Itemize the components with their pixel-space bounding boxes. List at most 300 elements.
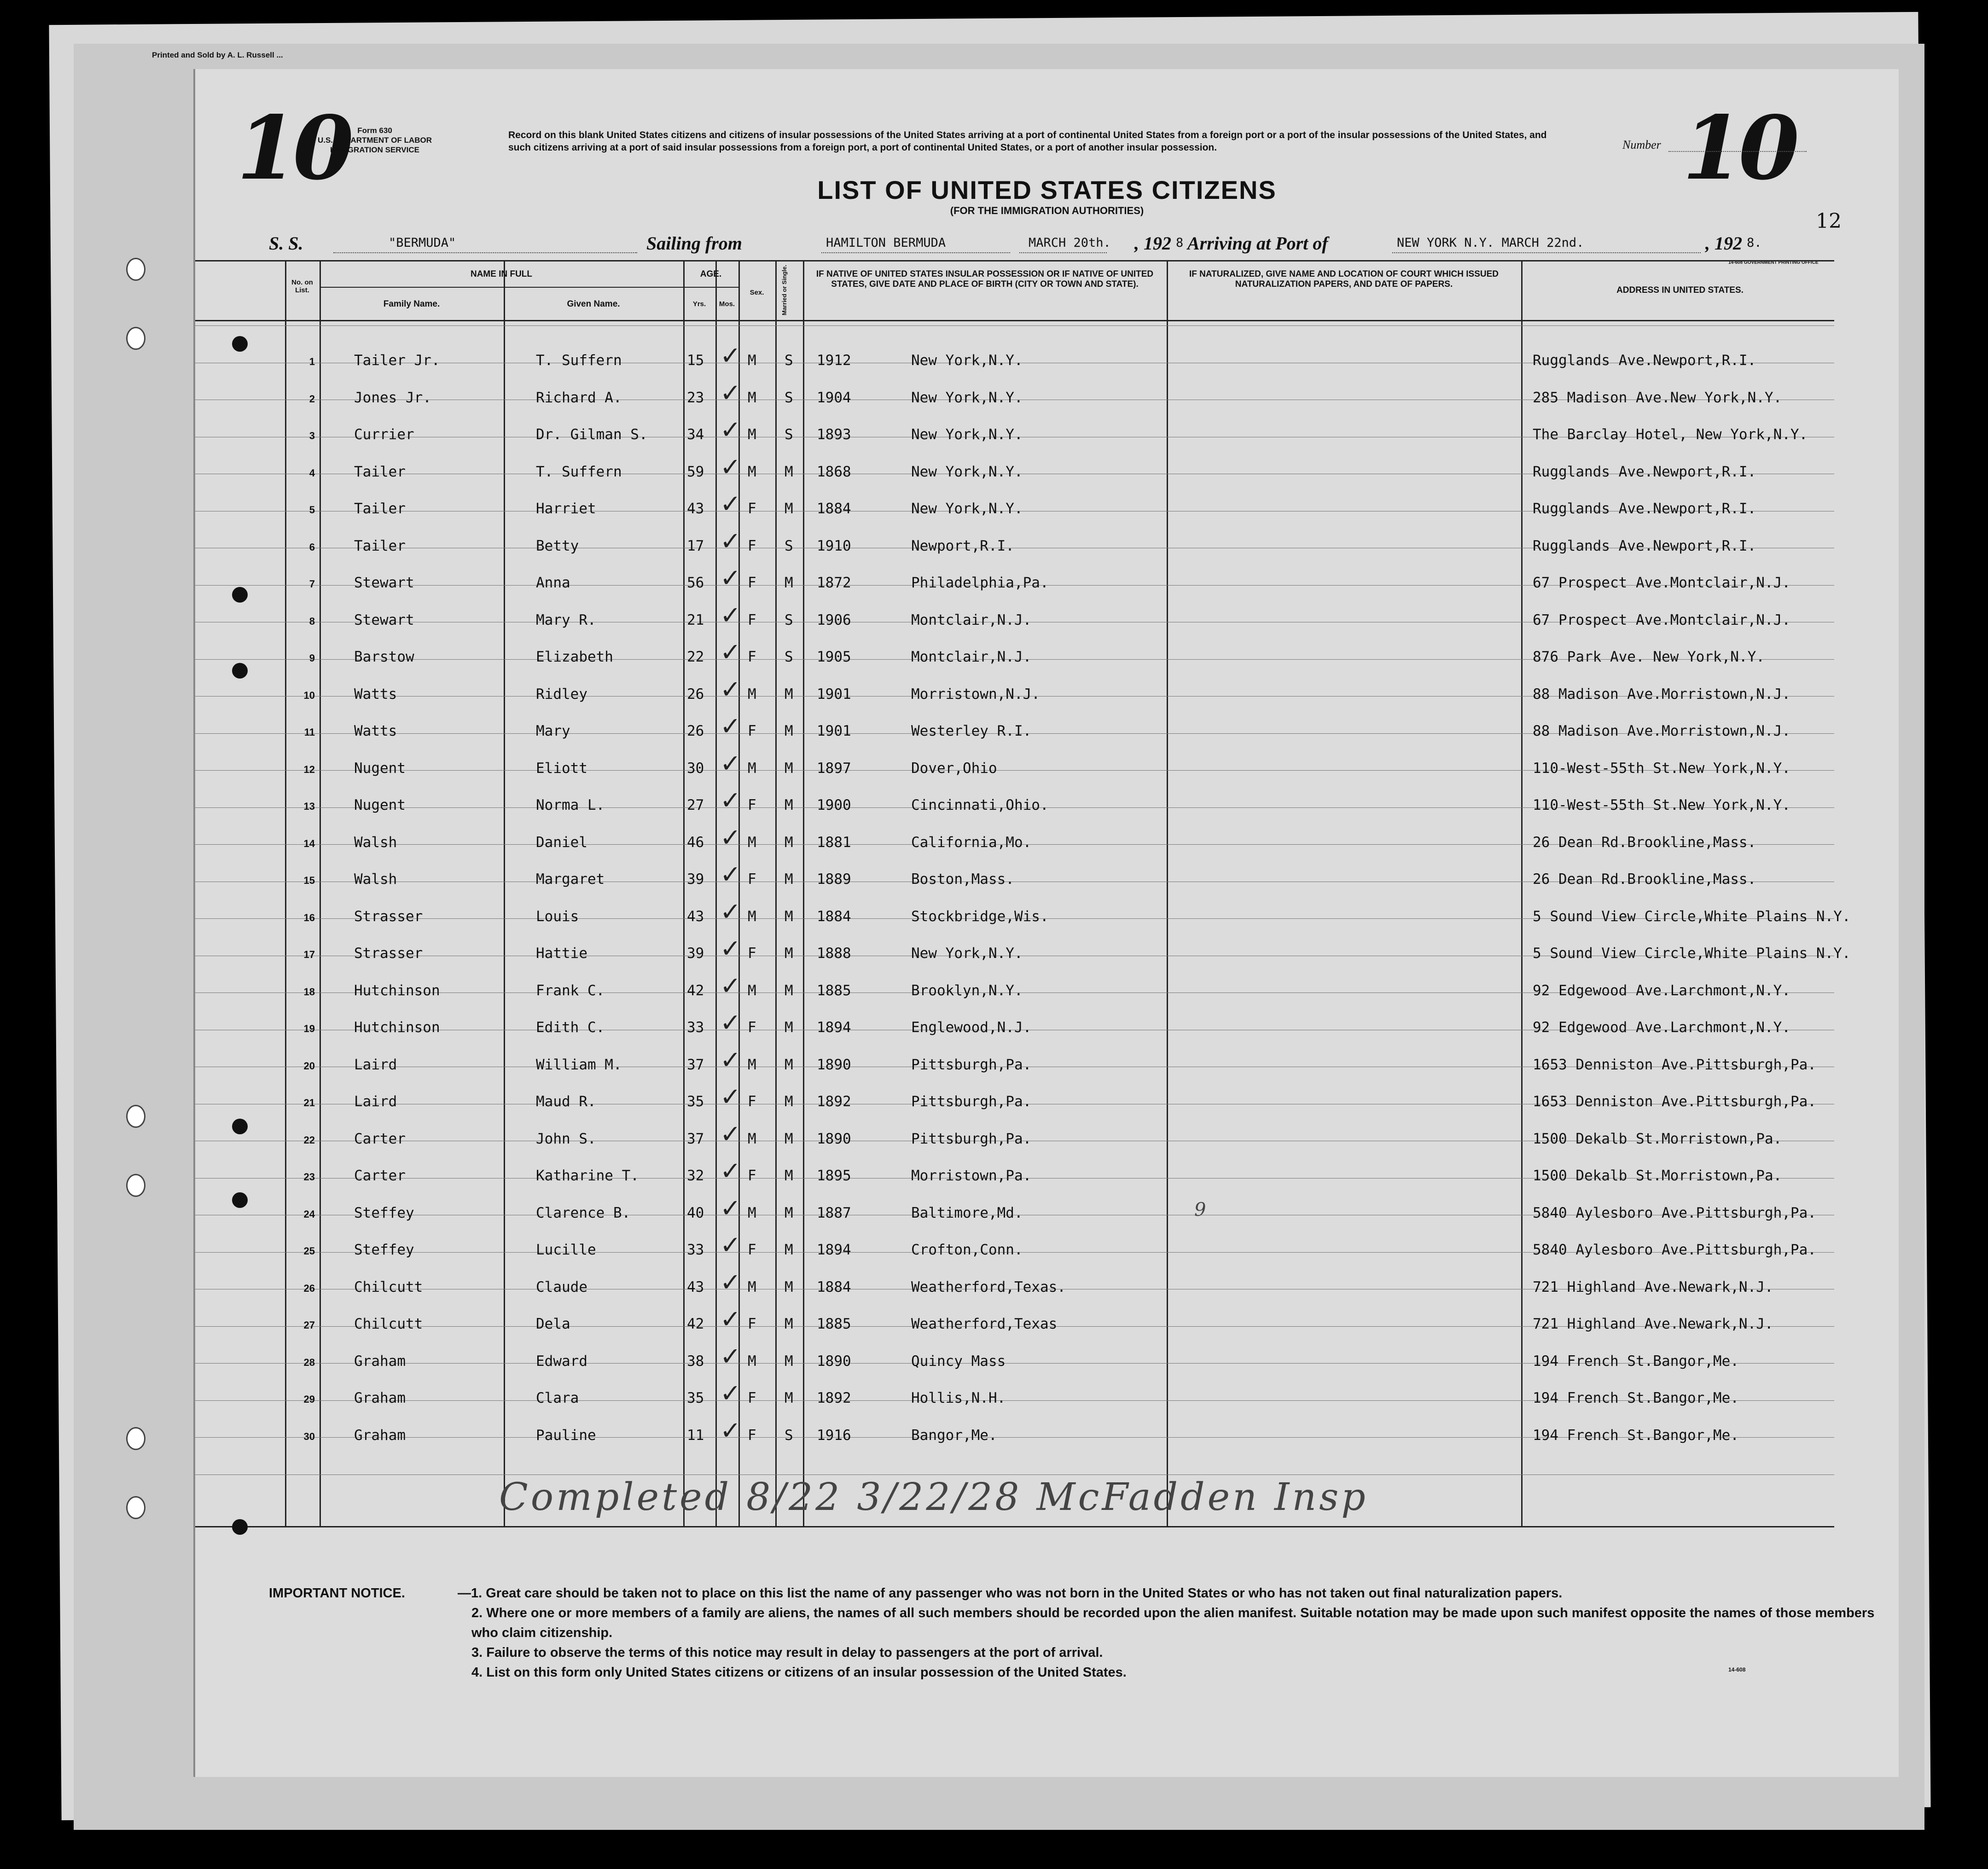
header-family-name: Family Name. (383, 299, 440, 309)
given-name: Pauline (536, 1427, 596, 1444)
marital-status: M (785, 1130, 793, 1147)
handwritten-list-number: 10 (1682, 97, 1795, 199)
marital-status: M (785, 1242, 793, 1258)
sailing-from-label: Sailing from (646, 233, 742, 254)
address: 1653 Denniston Ave.Pittsburgh,Pa. (1533, 1093, 1816, 1110)
checkmark-icon: ✓ (720, 1305, 741, 1334)
notice-item: 3. Failure to observe the terms of this notice may result in delay to passengers at the port of arrival. (471, 1645, 1103, 1660)
sex: F (748, 945, 756, 962)
checkmark-icon: ✓ (720, 1416, 741, 1445)
year-label: , 192 (1134, 233, 1171, 254)
marital-status: M (785, 1278, 793, 1295)
family-name: Walsh (354, 871, 397, 888)
family-name: Carter (354, 1167, 406, 1184)
checkmark-icon: ✓ (720, 378, 741, 407)
family-name: Barstow (354, 649, 414, 665)
sailing-from-line (821, 252, 1010, 253)
birth-year: 1868 (817, 463, 851, 480)
birth-place: Weatherford,Texas. (911, 1278, 1066, 1295)
family-name: Currier (354, 426, 414, 443)
age-years: 27 (687, 797, 704, 813)
age-years: 23 (687, 389, 704, 406)
sex: M (748, 389, 756, 406)
row-number: 28 (303, 1356, 315, 1368)
address: 88 Madison Ave.Morristown,N.J. (1533, 723, 1790, 739)
row-number: 1 (309, 356, 315, 367)
age-years: 46 (687, 834, 704, 851)
family-name: Tailer (354, 463, 406, 480)
checkmark-icon: ✓ (720, 897, 741, 926)
row-number: 3 (309, 430, 315, 441)
birth-place: Philadelphia,Pa. (911, 575, 1049, 591)
birth-place: Boston,Mass. (911, 871, 1014, 888)
birth-place: Pittsburgh,Pa. (911, 1093, 1032, 1110)
sex: F (748, 797, 756, 813)
column-divider (775, 260, 777, 1526)
header-married: Married or Single. (781, 265, 788, 316)
birth-year: 1885 (817, 982, 851, 999)
given-name: Lucille (536, 1242, 596, 1258)
notice-item: 2. Where one or more members of a family are aliens, the names of all such members should be recorded upon the alien manifest. Suitable notation may be made upon such manifest opposite the names of those members who claim citizenship. (471, 1606, 1875, 1640)
birth-place: Pittsburgh,Pa. (911, 1130, 1032, 1147)
marital-status: M (785, 945, 793, 962)
printing-office-code: 14-608 GOVERNMENT PRINTING OFFICE (1728, 260, 1819, 265)
given-name: Richard A. (536, 389, 622, 406)
given-name: T. Suffern (536, 352, 622, 369)
birth-year: 1889 (817, 871, 851, 888)
header-subdivider (683, 287, 738, 288)
header-subdivider (320, 287, 683, 288)
column-divider (1521, 260, 1523, 1526)
family-name: Strasser (354, 945, 423, 962)
sex: M (748, 1204, 756, 1221)
given-name: Maud R. (536, 1093, 596, 1110)
birth-place: Montclair,N.J. (911, 611, 1032, 628)
sex: F (748, 1093, 756, 1110)
birth-place: Weatherford,Texas (911, 1316, 1058, 1332)
birth-year: 1895 (817, 1167, 851, 1184)
column-divider (1167, 260, 1168, 1526)
row-number: 19 (303, 1023, 315, 1034)
header-name-in-full: NAME IN FULL (470, 269, 533, 279)
address: 5 Sound View Circle,White Plains N.Y. (1533, 908, 1851, 925)
family-name: Tailer (354, 537, 406, 554)
birth-place: New York,N.Y. (911, 389, 1023, 406)
birth-place: Brooklyn,N.Y. (911, 982, 1023, 999)
age-years: 40 (687, 1204, 704, 1221)
row-number: 21 (303, 1097, 315, 1109)
sex: M (748, 1130, 756, 1147)
row-number: 2 (309, 393, 315, 405)
family-name: Hutchinson (354, 982, 440, 999)
table-border (195, 260, 1834, 261)
checkmark-icon: ✓ (720, 1082, 741, 1111)
header-address: ADDRESS IN UNITED STATES. (1616, 285, 1744, 295)
row-rule (195, 325, 1834, 326)
birth-year: 1897 (817, 760, 851, 777)
punch-hole (126, 1174, 145, 1197)
address: 876 Park Ave. New York,N.Y. (1533, 649, 1765, 665)
given-name: Dr. Gilman S. (536, 426, 648, 443)
checkmark-icon: ✓ (720, 1119, 741, 1149)
family-name: Graham (354, 1427, 406, 1444)
marital-status: M (785, 1019, 793, 1036)
birth-year: 1881 (817, 834, 851, 851)
given-name: Harriet (536, 500, 596, 517)
checkmark-icon: ✓ (720, 415, 741, 444)
header-no-on-list: No. on List. (291, 279, 313, 294)
sailing-date-line (1019, 252, 1107, 253)
family-name: Stewart (354, 575, 414, 591)
given-name: T. Suffern (536, 463, 622, 480)
page-title: LIST OF UNITED STATES CITIZENS (817, 175, 1277, 204)
address: 285 Madison Ave.New York,N.Y. (1533, 389, 1782, 406)
age-years: 26 (687, 685, 704, 702)
given-name: Claude (536, 1278, 587, 1295)
birth-year: 1890 (817, 1352, 851, 1370)
family-name: Graham (354, 1390, 406, 1406)
header-sex: Sex. (750, 289, 764, 296)
address: Rugglands Ave.Newport,R.I. (1533, 537, 1756, 554)
given-name: Hattie (536, 945, 587, 962)
checkmark-icon: ✓ (720, 563, 741, 592)
birth-year: 1892 (817, 1093, 851, 1110)
given-name: Clarence B. (536, 1204, 631, 1221)
checkmark-icon: ✓ (720, 341, 741, 370)
row-number: 14 (303, 837, 315, 849)
row-number: 25 (303, 1245, 315, 1257)
family-name: Walsh (354, 834, 397, 851)
age-years: 37 (687, 1130, 704, 1147)
row-number: 24 (303, 1208, 315, 1220)
address: Rugglands Ave.Newport,R.I. (1533, 500, 1756, 517)
family-name: Nugent (354, 760, 406, 777)
row-number: 11 (304, 726, 315, 738)
column-divider (715, 260, 717, 1526)
sex: F (748, 871, 756, 888)
header-months: Mos. (719, 300, 735, 308)
age-years: 30 (687, 760, 704, 777)
birth-place: New York,N.Y. (911, 500, 1023, 517)
column-divider (683, 260, 685, 1526)
page-subtitle: (FOR THE IMMIGRATION AUTHORITIES) (950, 205, 1144, 216)
age-years: 33 (687, 1019, 704, 1036)
sex: F (748, 723, 756, 739)
marital-status: M (785, 1093, 793, 1110)
punch-hole (126, 258, 145, 281)
birth-year: 1887 (817, 1204, 851, 1221)
sex: F (748, 611, 756, 628)
age-years: 42 (687, 1316, 704, 1332)
family-name: Laird (354, 1056, 397, 1073)
punch-hole (126, 1496, 145, 1519)
sex: M (748, 760, 756, 777)
birth-place: Quincy Mass (911, 1352, 1006, 1370)
marital-status: M (785, 871, 793, 888)
handwritten-list-number: 10 (237, 97, 349, 199)
marital-status: S (785, 649, 793, 665)
marital-status: S (785, 352, 793, 369)
sex: M (748, 1278, 756, 1295)
column-divider (504, 260, 505, 1526)
birth-year: 1888 (817, 945, 851, 962)
given-name: John S. (536, 1130, 596, 1147)
birth-year: 1890 (817, 1130, 851, 1147)
family-name: Stewart (354, 611, 414, 628)
given-name: Ridley (536, 685, 587, 702)
margin-punch-mark (232, 1119, 248, 1134)
marital-status: M (785, 1352, 793, 1370)
punch-hole (126, 1105, 145, 1128)
checkmark-icon: ✓ (720, 1193, 741, 1223)
margin-punch-mark (232, 587, 248, 603)
table-border (195, 1526, 1834, 1527)
header-native: IF NATIVE OF UNITED STATES INSULAR POSSESSION OR IF NATIVE OF UNITED STATES, GIVE DATE AND PLACE OF BIRTH (CITY OR TOWN AND STATE). (816, 269, 1154, 289)
checkmark-icon: ✓ (720, 638, 741, 667)
marital-status: M (785, 1056, 793, 1073)
marital-status: M (785, 1167, 793, 1184)
given-name: Frank C. (536, 982, 605, 999)
sex: M (748, 1056, 756, 1073)
marital-status: M (785, 1204, 793, 1221)
age-years: 22 (687, 649, 704, 665)
number-label: Number (1622, 138, 1661, 151)
given-name: Katharine T. (536, 1167, 639, 1184)
address: 721 Highland Ave.Newark,N.J. (1533, 1316, 1773, 1332)
sailing-from-port: HAMILTON BERMUDA (826, 236, 946, 250)
given-name: Mary (536, 723, 570, 739)
family-name: Hutchinson (354, 1019, 440, 1036)
address: 110-West-55th St.New York,N.Y. (1533, 797, 1790, 813)
family-name: Watts (354, 685, 397, 702)
birth-year: 1892 (817, 1390, 851, 1406)
given-name: Edward (536, 1352, 587, 1370)
address: 92 Edgewood Ave.Larchmont,N.Y. (1533, 1019, 1790, 1036)
checkmark-icon: ✓ (720, 749, 741, 778)
address: 1500 Dekalb St.Morristown,Pa. (1533, 1130, 1782, 1147)
sex: F (748, 1167, 756, 1184)
notice-item: —1. Great care should be taken not to place on this list the name of any passenger who was not born in the United States or who has not taken out final naturalization papers. (458, 1586, 1563, 1601)
address: 194 French St.Bangor,Me. (1533, 1427, 1739, 1444)
address: 88 Madison Ave.Morristown,N.J. (1533, 685, 1790, 702)
checkmark-icon: ✓ (720, 1341, 741, 1371)
given-name: Mary R. (536, 611, 596, 628)
sex: M (748, 1352, 756, 1370)
age-years: 43 (687, 1278, 704, 1295)
given-name: Norma L. (536, 797, 605, 813)
given-name: Eliott (536, 760, 587, 777)
row-number: 18 (303, 986, 315, 998)
marital-status: M (785, 500, 793, 517)
age-years: 37 (687, 1056, 704, 1073)
header-naturalized: IF NATURALIZED, GIVE NAME AND LOCATION OF COURT WHICH ISSUED NATURALIZATION PAPERS, AND DATE OF PAPERS. (1189, 269, 1499, 289)
age-years: 35 (687, 1390, 704, 1406)
family-name: Nugent (354, 797, 406, 813)
address: 26 Dean Rd.Brookline,Mass. (1533, 871, 1756, 888)
sex: M (748, 352, 756, 369)
sex: F (748, 575, 756, 591)
address: Rugglands Ave.Newport,R.I. (1533, 463, 1756, 480)
age-years: 34 (687, 426, 704, 443)
row-number: 8 (309, 615, 315, 627)
arriving-port-line (1392, 252, 1701, 253)
birth-year: 1890 (817, 1056, 851, 1073)
checkmark-icon: ✓ (720, 1045, 741, 1074)
header-given-name: Given Name. (567, 299, 620, 309)
header-divider (195, 320, 1834, 321)
sex: M (748, 685, 756, 702)
birth-year: 1894 (817, 1242, 851, 1258)
marital-status: S (785, 426, 793, 443)
margin-punch-mark (232, 1519, 248, 1535)
marital-status: S (785, 389, 793, 406)
given-name: William M. (536, 1056, 622, 1073)
birth-place: California,Mo. (911, 834, 1032, 851)
checkmark-icon: ✓ (720, 1156, 741, 1185)
age-years: 11 (687, 1427, 704, 1444)
sex: M (748, 908, 756, 925)
birth-year: 1910 (817, 537, 851, 554)
age-years: 21 (687, 611, 704, 628)
birth-place: Montclair,N.J. (911, 649, 1032, 665)
age-years: 26 (687, 723, 704, 739)
age-years: 38 (687, 1352, 704, 1370)
checkmark-icon: ✓ (720, 823, 741, 852)
year-digit: 8. (1747, 236, 1762, 250)
sex: M (748, 982, 756, 999)
birth-year: 1901 (817, 723, 851, 739)
checkmark-icon: ✓ (720, 712, 741, 741)
sex: M (748, 834, 756, 851)
column-divider (285, 260, 286, 1526)
address: 92 Edgewood Ave.Larchmont,N.Y. (1533, 982, 1790, 999)
address: 1500 Dekalb St.Morristown,Pa. (1533, 1167, 1782, 1184)
sex: F (748, 500, 756, 517)
age-years: 43 (687, 908, 704, 925)
address: 67 Prospect Ave.Montclair,N.J. (1533, 575, 1790, 591)
marital-status: M (785, 575, 793, 591)
marital-status: S (785, 611, 793, 628)
sex: F (748, 1316, 756, 1332)
birth-year: 1884 (817, 908, 851, 925)
ss-label: S. S. (269, 233, 303, 254)
sex: M (748, 463, 756, 480)
marital-status: S (785, 537, 793, 554)
given-name: Margaret (536, 871, 605, 888)
given-name: Betty (536, 537, 579, 554)
row-rule (195, 1474, 1834, 1475)
family-name: Watts (354, 723, 397, 739)
family-name: Strasser (354, 908, 423, 925)
address: 194 French St.Bangor,Me. (1533, 1390, 1739, 1406)
birth-place: Morristown,N.J. (911, 685, 1040, 702)
birth-place: Bangor,Me. (911, 1427, 997, 1444)
age-years: 32 (687, 1167, 704, 1184)
given-name: Louis (536, 908, 579, 925)
form-number: Form 630 (357, 126, 392, 135)
family-name: Graham (354, 1352, 406, 1370)
birth-year: 1905 (817, 649, 851, 665)
birth-year: 1912 (817, 352, 851, 369)
address: 110-West-55th St.New York,N.Y. (1533, 760, 1790, 777)
age-years: 43 (687, 500, 704, 517)
row-number: 5 (309, 504, 315, 516)
stray-pencil-mark: 9 (1194, 1199, 1206, 1220)
year-label: , 192 (1705, 233, 1742, 254)
marital-status: M (785, 1316, 793, 1332)
checkmark-icon: ✓ (720, 786, 741, 815)
column-divider (803, 260, 804, 1526)
sex: F (748, 1019, 756, 1036)
checkmark-icon: ✓ (720, 971, 741, 1000)
arriving-label: Arriving at Port of (1187, 233, 1328, 254)
checkmark-icon: ✓ (720, 489, 741, 518)
birth-year: 1884 (817, 500, 851, 517)
marital-status: S (785, 1427, 793, 1444)
checkmark-icon: ✓ (720, 452, 741, 482)
printer-credit: Printed and Sold by A. L. Russell ... (152, 51, 283, 59)
record-instructions: Record on this blank United States citizens and citizens of insular possessions of the United States arriving at a port of continental United States from a foreign port or a port of the insular possessions of the United States, and such citizens arriving at a port of said insular possessions from a foreign port, a port of continental United States, or a port of another insular possession. (508, 130, 1547, 153)
birth-place: Morristown,Pa. (911, 1167, 1032, 1184)
margin-punch-mark (232, 663, 248, 679)
birth-place: Baltimore,Md. (911, 1204, 1023, 1221)
given-name: Daniel (536, 834, 587, 851)
age-years: 33 (687, 1242, 704, 1258)
marital-status: M (785, 797, 793, 813)
birth-year: 1872 (817, 575, 851, 591)
year-digit: 8 (1176, 236, 1184, 250)
row-number: 29 (303, 1393, 315, 1405)
header-years: Yrs. (692, 300, 706, 308)
family-name: Laird (354, 1093, 397, 1110)
family-name: Jones Jr. (354, 389, 431, 406)
given-name: Dela (536, 1316, 570, 1332)
notice-item: 4. List on this form only United States citizens or citizens of an insular possession of the United States. (471, 1665, 1127, 1680)
sex: F (748, 1427, 756, 1444)
row-number: 9 (309, 652, 315, 664)
arriving-port: NEW YORK N.Y. MARCH 22nd. (1397, 236, 1584, 250)
address: The Barclay Hotel, New York,N.Y. (1533, 426, 1808, 443)
column-divider (738, 260, 740, 1526)
sex: F (748, 649, 756, 665)
family-name: Tailer (354, 500, 406, 517)
row-number: 12 (303, 763, 315, 775)
family-name: Chilcutt (354, 1278, 423, 1295)
department-label: U.S. DEPARTMENT OF LABOR (317, 136, 432, 145)
age-years: 39 (687, 871, 704, 888)
given-name: Edith C. (536, 1019, 605, 1036)
address: 721 Highland Ave.Newark,N.J. (1533, 1278, 1773, 1295)
age-years: 39 (687, 945, 704, 962)
given-name: Elizabeth (536, 649, 613, 665)
ship-name-line (333, 252, 637, 253)
sex: M (748, 426, 756, 443)
birth-year: 1885 (817, 1316, 851, 1332)
page-number: 12 (1816, 209, 1842, 233)
checkmark-icon: ✓ (720, 1231, 741, 1260)
marital-status: M (785, 760, 793, 777)
birth-place: Cincinnati,Ohio. (911, 797, 1049, 813)
header-age: AGE. (700, 269, 722, 279)
checkmark-icon: ✓ (720, 1379, 741, 1408)
marital-status: M (785, 834, 793, 851)
row-number: 7 (309, 578, 315, 590)
margin-punch-mark (232, 1192, 248, 1208)
birth-year: 1894 (817, 1019, 851, 1036)
family-name: Tailer Jr. (354, 352, 440, 369)
birth-year: 1893 (817, 426, 851, 443)
checkmark-icon: ✓ (720, 526, 741, 556)
